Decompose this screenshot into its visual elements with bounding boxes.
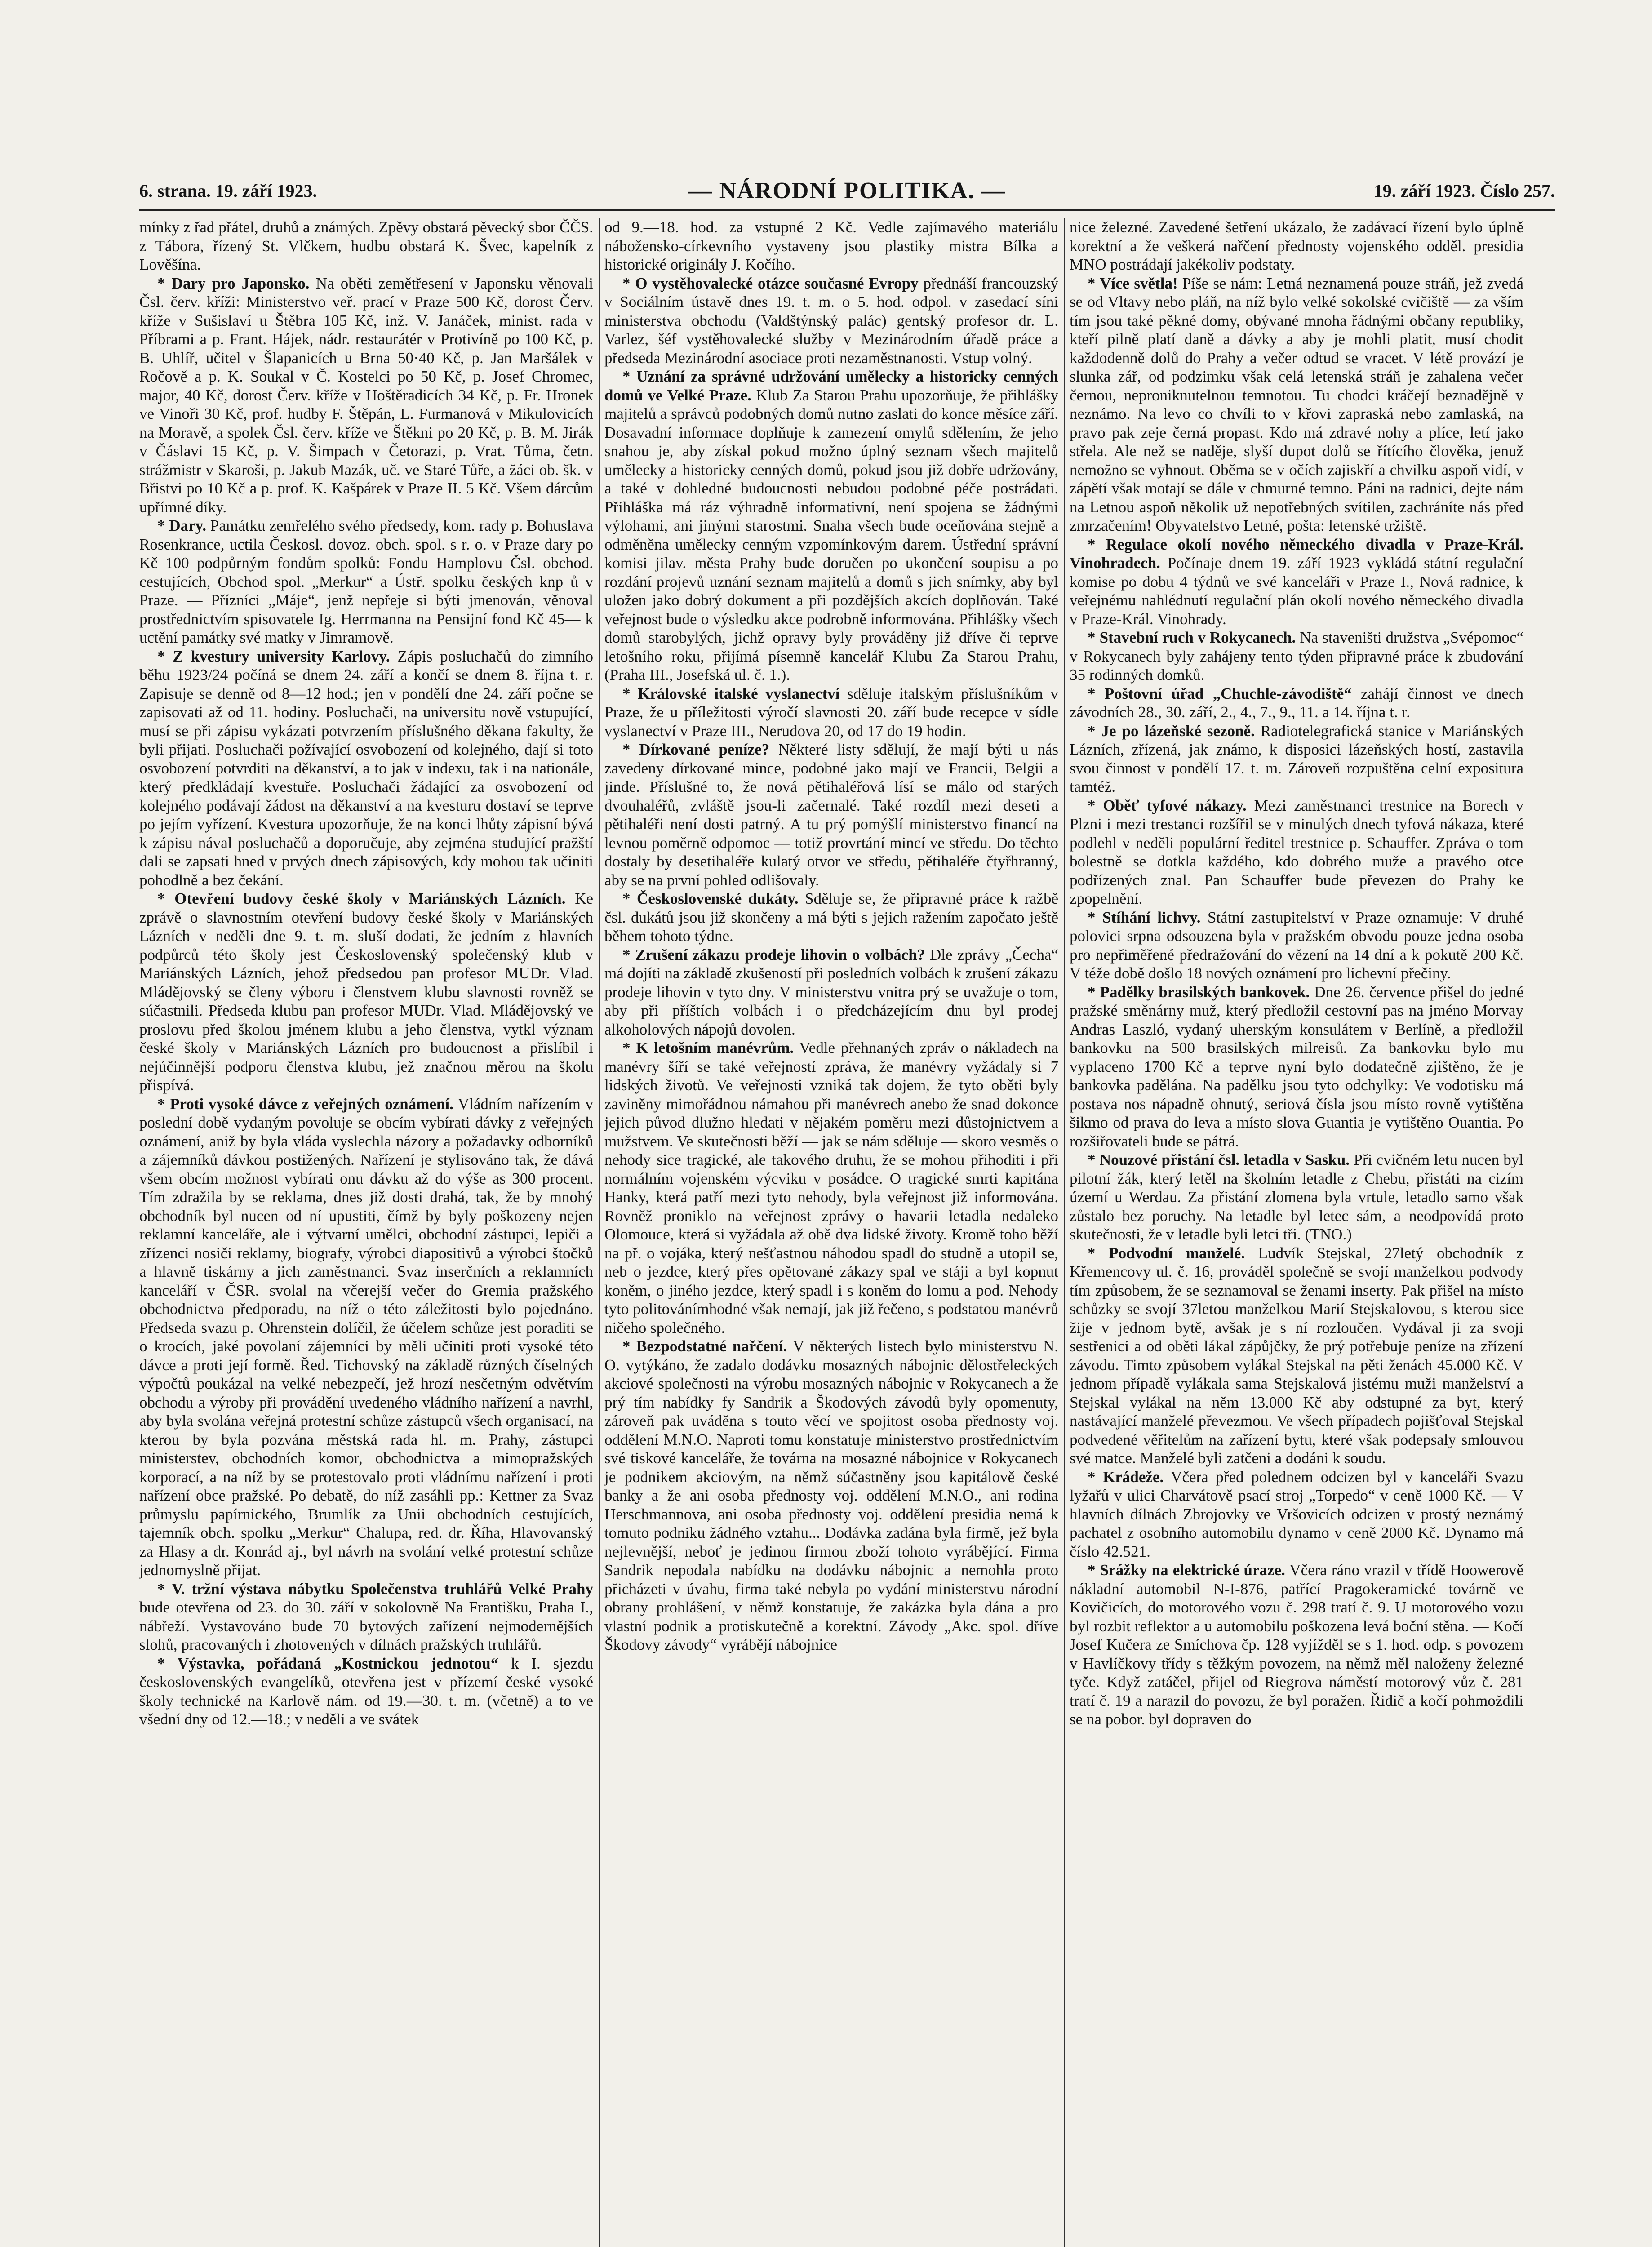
article-text: Při cvičném letu nucen byl pilotní žák, který letěl na školním letadle z Chebu, přistáti na cizím území u Werdau. Za přistání zlomena byla vrtule, letadlo samo však zůstalo bez poruchy. Na letadle byl letec sám, a neodpovídá proto skutečnosti, že v letadle byli letci tři. (TNO.) xyxy=(1070,1151,1523,1243)
article xyxy=(139,1654,593,1729)
article-text: Státní zastupitelství v Praze oznamuje: V druhé polovici srpna odsouzena byla v pražském obvodu pouze jedna osoba pro nepřiměřené předražování do vězení na 14 dní a k pokutě 200 Kč. V téže době došlo 18 nových oznámení pro lichevní přečiny. xyxy=(1070,908,1523,982)
article-text: Zápis posluchačů do zimního běhu 1923/24 počíná se dnem 24. září a končí se dnem 8. října t. r. Zapisuje se denně od 8—12 hod.; jen v pondělí dne 24. září počne se zapisovati až od 11. hodiny. Posluchači, na universitu nově vstupující, musí se při zápisu vykázati potvrzením příslušného děkana fakulty, že byli přijati. Posluchači požívající osvobození od kolejného, dají si toto osvobození potvrditi na děkanství, a to jak v indexu, tak i na nationále, který předkládají kvestuře. Posluchači žádající za osvobození od kolejného podávají žádost na děkanství a na kvesturu dostaví se teprve po jejím vyřízení. Kvestura upozorňuje, že na konci lhůty zápisní bývá k zápisu nával posluchačů a doporučuje, aby zejména studující pražští dali se zapsati hned v prvých dnech zápisových, kdy mohou tak učiniti pohodlně a bez čekání. xyxy=(139,647,593,889)
article-heading: * Srážky na elektrické úraze. xyxy=(1088,1561,1285,1579)
article-text: Píše se nám: Letná neznamená pouze stráň, jež zvedá se od Vltavy nebo pláň, na níž bylo velké sokolské cvičiště — za vším tím jsou také pěkné domy, obývané mnoha řádnými občany republiky, kteří pilně platí daně a dávky a aby je mohli platit, musí chodit každodenně dolů do Prahy a večer odtud se vracet. V létě provází je slunka zář, od podzimku však celá letenská stráň je zahalena večer černou, neproniknutelnou temnotou. Tu chodci kráčejí beznadějně v neznámo. Na levo co chvíli to v křovi zapraská nebo zamlaská, na pravo pak zeje černá propast. Kdo má zdravé nohy a plíce, letí jako střela. Ale než se naděje, slyší dupot dolů se řítícího člověka, jenuž nemožno se vyhnout. Oběma se v očích zajiskří a chvilku aspoň vidí, v zápětí však motají se dále v chmurné temno. Páni na radnici, dejte nám na Letnou aspoň několik už nepotřebných svítilen, zachráníte nás před zmrzačením! Obyvatelstvo Letné, pošta: letenské tržiště. xyxy=(1070,274,1523,534)
article xyxy=(1070,684,1523,722)
article xyxy=(139,889,593,1095)
column-3 xyxy=(1070,218,1523,2247)
article-heading: * Dírkované peníze? xyxy=(622,741,769,758)
column-2 xyxy=(604,218,1058,2247)
issue-date-number: 19. září 1923. Číslo 257. xyxy=(1373,181,1555,201)
article-heading: * Stavební ruch v Rokycanech. xyxy=(1088,629,1296,646)
article-heading: * Poštovní úřad „Chuchle-závodiště“ xyxy=(1088,685,1352,702)
article-text: Včera ráno vrazil v třídě Hoowerově nákladní automobil N-I-876, patřící Pragokeramické továrně ve Kovičicích, do motorového vozu č. 298 tratí č. 9. U motorového vozu byl rozbit reflektor a u automobilu poškozena levá boční stěna. — Kočí Josef Kučera ze Smíchova čp. 128 vyjížděl se s 1. hod. odp. s povozem v Havlíčkovy třídy s těžkým povozem, na němž měl naloženy železné tyče. Když zatáčel, přijel od Riegrova náměstí motorový vůz č. 281 tratí č. 19 a narazil do povozu, že byl poražen. Řidič a kočí pohmoždili se na pobor. byl dopraven do xyxy=(1070,1561,1523,1728)
article xyxy=(139,274,593,517)
article xyxy=(604,684,1058,741)
article-text: Sděluje se, že připravné práce k ražbě čsl. dukátů jsou již skončeny a má býti s jejich ražením započato ještě během tohoto týdne. xyxy=(604,890,1058,945)
article xyxy=(139,1580,593,1654)
article xyxy=(139,1095,593,1580)
article-text: Dle zprávy „Čecha“ má dojíti na základě zkušeností při posledních volbách k zrušení zákazu prodeje lihovin v tyto dny. V ministerstvu vnitra prý se uvažuje o tom, aby při příštích volbách i o předcházejícím dnu byl prodej alkoholových nápojů dovolen. xyxy=(604,946,1058,1038)
page-number-date: 6. strana. 19. září 1923. xyxy=(139,181,317,201)
article-text: Ke zprávě o slavnostním otevření budovy české školy v Mariánských Lázních v neděli dne 9. t. m. sluší dodati, že jedním z hlavních podpůrců této školy jest Československý společenský klub v Mariánských Lázních, jehož předsedou pan profesor MUDr. Vlad. Mládějovský se členy výboru i členstvem klubu slavnosti rovněž se súčastnili. Předseda klubu pan profesor MUDr. Vlad. Mládějovský ve proslovu před školou jménem klubu a jeho členstva, vytkl význam české školy v Mariánských Lázních pro budoucnost a přislíbil i nejúčinnější podporu členstva klubu, jež značnou měrou na školu přispívá. xyxy=(139,890,593,1094)
article-heading: * Je po lázeňské sezoně. xyxy=(1088,722,1255,740)
article-continuation xyxy=(604,218,1058,274)
article-heading: * O vystěhovalecké otázce současné Evropy xyxy=(622,275,919,292)
article xyxy=(604,740,1058,889)
article xyxy=(1070,1468,1523,1561)
article-text: Na staveništi družstva „Svépomoc“ v Rokycanech byly zahájeny tento týden připravné práce k zbudování 35 rodinných domků. xyxy=(1070,629,1523,684)
article-text: přednáší francouzský v Sociálním ústavě dnes 19. t. m. o 5. hod. odpol. v zasedací síni ministerstva obchodu (Valdštýnský palác) gentský profesor dr. L. Varlez, šéf vystěhovalecké služby v Mezinárodním úřadě práce a předseda Mezinárodní asociace proti nezaměstnanosti. Vstup volný. xyxy=(604,274,1058,367)
page-header xyxy=(139,178,1555,204)
article-text: Vedle přehnaných zpráv o nákladech na manévry šíří se také veřejností zpráva, že manévry vyžádaly si 7 lidských životů. Ve veřejnosti vzniká tak dojem, že tyto oběti byly zaviněny mimořádnou námahou při manévrech anebo že snad dokonce jejich původ dlužno hledati v nějakém poměru mezi důstojnictvem a mužstvem. Ve skutečnosti běží — jak se nám sděluje — skoro vesměs o nehody sice tragické, ale takového druhu, že se mohou přihoditi i při normálním vojenském výcviku v posádce. O tragické smrti kapitána Hanky, která patří mezi tyto nehody, byla veřejnost již informována. Rovněž proniklo na veřejnost zprávy o havarii letadla nedaleko Olomouce, která si vyžádala až obě dva lidské životy. Kromě toho běží na př. o vojáka, který nešťastnou náhodou spadl do studně a utopil se, neb o jezdce, který přes opětované zákazy spal ve stáji a byl kopnut koněm, o jiného jezdce, který spadl i s koněm do lomu a pod. Nehody tyto politovánímhodné však nemají, jak již řečeno, s podstatou manévrů ničeho společného. xyxy=(604,1039,1058,1337)
article-text: mínky z řad přátel, druhů a známých. Zpěvy obstará pěvecký sbor ČČS. z Tábora, řízený St. Vlčkem, hudbu obstará K. Švec, kapelník z Lověšína. xyxy=(139,218,593,273)
article-continuation xyxy=(139,218,593,274)
article-text: k I. sjezdu československých evangelíků, otevřena jest v přízemí české vysoké školy technické na Karlově nám. od 19.—30. t. m. (včetně) a to ve všední dny od 12.—18.; v neděli a ve svátek xyxy=(139,1654,593,1728)
article-heading: * Uznání za správné udržování umělecky a historicky cenných domů ve Velké Praze. xyxy=(604,368,1058,404)
article xyxy=(1070,983,1523,1151)
article xyxy=(1070,722,1523,796)
article xyxy=(604,1039,1058,1337)
article-text: Počínaje dnem 19. září 1923 vykládá státní regulační komise po dobu 4 týdnů ve své kanceláři v Praze I., Nová radnice, k veřejnému nahlédnutí regulační plán okolí nového německého divadla v Praze-Král. Vinohrady. xyxy=(1070,554,1523,628)
article xyxy=(1070,908,1523,983)
article-heading: * Královské italské vyslanectví xyxy=(622,685,840,702)
article-heading: * Z kvestury university Karlovy. xyxy=(157,648,390,665)
article-heading: * Dary pro Japonsko. xyxy=(157,275,310,292)
article-text: Radiotelegrafická stanice v Mariánských Lázních, zřízená, jak známo, k disposici lázeňských hostí, zastavila svou činnost v pondělí 17. t. m. Zároveň rozpuštěna celní expositura tamtéž. xyxy=(1070,722,1523,795)
article-text: V některých listech bylo ministerstvu N. O. vytýkáno, že zadalo dodávku mosazných nábojnic dělostřeleckých akciové společnosti na výrobu mosazných nábojnic v Rokycanech a že prý tím nabídky fy Sandrik a Škodových závodů byly opomenuty, zároveň pak uváděna s touto věcí ve spojitost osoba přednosty voj. oddělení M.N.O. Naproti tomu konstatuje ministerstvo prostřednictvím své tiskové kanceláře, že továrna na mosazné nábojnice v Rokycanech je podnikem akciovým, na němž súčastněny jsou kapitálově české banky a že ani osoba přednosty voj. oddělení M.N.O., ani rodina Herschmannova, ani osoba přednosty voj. oddělení presidia nemá k tomuto podniku žádného vztahu... Dodávka zadána byla firmě, jež byla nejlevnější, neboť je jedinou firmou zboží tohoto vyrábějící. Firma Sandrik nepodala nabídku na dodávku nábojnic a nemohla proto přicházeti v úvahu, firma také nebyla po vydání ministerstvu národní obrany prohlášení, v němž konstatuje, že zakázka byla dána a pro vlastní podnik a protiskutečně a korektní. Závody „Akc. spol. dříve Škodovy závody“ vyrábějí nábojnice xyxy=(604,1337,1058,1653)
article-heading: * Dary. xyxy=(157,517,206,534)
article xyxy=(604,889,1058,946)
article-heading: * Nouzové přistání čsl. letadla v Sasku. xyxy=(1088,1151,1350,1168)
article xyxy=(1070,535,1523,629)
article-text: zahájí činnost ve dnech závodních 28., 30. září, 2., 4., 7., 9., 11. a 14. října t. r. xyxy=(1070,684,1523,721)
masthead-title: — NÁRODNÍ POLITIKA. — xyxy=(688,178,1006,204)
column-divider xyxy=(599,218,600,2247)
article-text: od 9.—18. hod. za vstupné 2 Kč. Vedle zajímavého materiálu nábožensko-církevního vystaveny jsou plastiky mistra Bílka a historické originály J. Kočího. xyxy=(604,218,1058,273)
article-text: Klub Za Starou Prahu upozorňuje, že přihlášky majitelů a správců podobných domů nutno zaslati do konce měsíce září. Dosavadní informace doplňuje k zamezení omylů sdělením, že jeho snahou je, aby získal pokud možno úplný seznam všech majitelů umělecky a historicky cenných domů, pokud jsou již dobře udržovány, a také v dohledné budoucnosti nebudou podobné péče postrádati. Přihláška má ráz výhradně informativní, není spojena se žádnými výlohami, ani jinými starostmi. Snaha všech bude oceňována stejně a odměněna umělecky cenným vzpomínkovým darem. Ústřední správní komisi jilav. města Prahy bude doručen po ukončení soupisu a po rozdání projevů uznání seznam majitelů a domů s jich snímky, aby byl uložen jako dobrý dokument a při pozdějších akcích doplňován. Také veřejnost bude o výsledku akce podrobně informována. Přihlášky všech domů starobylých, jichž opravy byly prováděny již dříve či teprve letošního roku, přijímá písemně kancelář Klubu Za Starou Prahu, (Praha III., Josefská ul. č. 1.). xyxy=(604,386,1058,684)
article-heading: * Zrušení zákazu prodeje lihovin o volbách? xyxy=(622,946,925,964)
article-text: Památku zemřelého svého předsedy, kom. rady p. Bohuslava Rosenkrance, uctila Českosl. dovoz. obch. spol. s r. o. v Praze dary po Kč 100 podpůrným fondům spolků: Fondu Hamplovu Čsl. obchod. cestujících, Obchod spol. „Merkur“ a Ústř. spolku českých knp ů v Praze. — Přízníci „Máje“, jenž nepřeje si býti jmenován, věnoval prostřednictvím spisovatele Ig. Herrmanna na Pensijní fond Kč 45— k uctění památky své matky v Jimramově. xyxy=(139,517,593,646)
article-heading: * Výstavka, pořádaná „Kostnickou jednotou“ xyxy=(157,1655,498,1672)
article-text: bude otevřena od 23. do 30. září v sokolovně Na Františku, Praha I., nábřeží. Vystavováno bude 70 bytových zařízení nejmodernějších slohů, pracovaných i zhotovených v dílnách pražských truhlářů. xyxy=(139,1599,593,1653)
article xyxy=(1070,628,1523,684)
article-text: Některé listy sdělují, že mají býti u nás zavedeny dírkované mince, podobné jako mají ve Francii, Belgii a jinde. Příslušné to, že nová pětihaléřová lísí se málo od starých dvouhaléřů, zvláště jsou-li začernalé. Také rozdíl mezi deseti a pětihaléři není dosti patrný. A tu prý pomýšlí ministerstvo financí na levnou poměrně odpomoc — totiž provrtání mincí ve středu. Do těchto dostaly by desetihaléře kulatý otvor ve středu, pětihaléře čtyřhranný, aby se na první pohled odlišovaly. xyxy=(604,741,1058,889)
article-text: Ludvík Stejskal, 27letý obchodník z Křemencovy ul. č. 16, prováděl společně se svojí manželkou podvody tím způsobem, že se seznamoval se ženami inserty. Pak přišel na místo schůzky se svojí 37letou manželkou Marií Stejskalovou, s kterou sice žije v jednom bytě, avšak je s ní rozloučen. Vydával ji za svoji sestřenici a od oběti lákal zápůjčky, že prý potřebuje peníze na zřízení závodu. Timto způsobem vylákal Stejskal na pěti ženách 45.000 Kč. V jednom případě vylákala sama Stejskalová jistému muži manželství a Stejskal vylákal na něm 13.000 Kč aby odstupné za byt, který nastávající manželé převezmou. Ve všech případech pojišťoval Stejskal podvedené věřitelům na zařízení bytu, které však podepsaly smlouvou své matce. Manželé byli zatčeni a dodáni k soudu. xyxy=(1070,1244,1523,1467)
article-heading: * Více světla! xyxy=(1088,275,1178,292)
article-text: nice železné. Zavedené šetření ukázalo, že zadávací řízení bylo úplně korektní a že veškerá nařčení přednosty vojenského odděl. presidia MNO postrádají jakékoliv podstaty. xyxy=(1070,218,1523,273)
article-text: Včera před polednem odcizen byl v kanceláři Svazu lyžařů v ulici Charvátově psací stroj „Torpedo“ v ceně 1000 Kč. — V hlavních dílnách Zbrojovky ve Vršovicích odcizen v prostý neznámý pachatel z osobního automobilu dynamo v ceně 2000 Kč. Dynamo má číslo 42.521. xyxy=(1070,1468,1523,1560)
column-divider xyxy=(1064,218,1065,2247)
article-heading: * Oběť tyfové nákazy. xyxy=(1088,797,1247,814)
article-heading: * Regulace okolí nového německého divadla v Praze-Král. Vinohradech. xyxy=(1070,536,1523,572)
article xyxy=(1070,274,1523,535)
article-heading: * Proti vysoké dávce z veřejných oznámení. xyxy=(157,1095,453,1113)
article xyxy=(1070,1150,1523,1244)
article xyxy=(139,516,593,647)
article-continuation xyxy=(1070,218,1523,274)
article-text: Vládním nařízením v poslední době vydaným povoluje se obcím vybírati dávky z veřejných oznámení, aniž by byla vláda vyslechla názory a požadavky odborníků a zájemníků dávkou postižených. Nařízení je stylisováno tak, že dává všem obcím možnost vybírati onu dávku až do výše as 300 procent. Tím zdražila by se reklama, dnes již dosti drahá, tak, že by mnohý obchodník byl nucen od ní upustiti, čímž by byly poškozeny nejen reklamní kanceláře, ale i výtvarní umělci, obchodní zástupci, lepiči a zřízenci nosiči reklamy, biografy, výrobci diapositivů a výrobci štočků a hlavně tiskárny a jich zaměstnanci. Svaz inserčních a reklamních kanceláří v ČSR. svolal na včerejší večer do Gremia pražského obchodnictva předporadu, na níž o této záležitosti bylo pojednáno. Předseda svazu p. Ohrenstein dolíčil, že účelem schůze jest poraditi se o krocích, jaké povolaní zájemníci by měli učiniti proti vysoké této dávce a proti její formě. Řed. Tichovský na základě různých číselných výpočtů poukázal na velké nebezpečí, jež hrozí nesčetným odvětvím obchodu a výroby při provádění uvedeného vládního nařízení a navrhl, aby byla svolána veřejná protestní schůze zástupců všech organisací, na kterou by byla pozvána městská rada hl. m. Prahy, zástupci ministerstev, obchodních komor, obchodnictva a mimopražských korporací, a na níž by se protestovalo proti vládnímu nařízení i proti nařízení obce pražské. Po debatě, do níž zasáhli pp.: Kettner za Svaz průmyslu papírnického, Brumlík za Unii obchodních cestujících, tajemník obch. spolku „Merkur“ Chalupa, red. dr. Říha, Hlavovanský za Hlasy a dr. Konrád aj., byl návrh na svolání velké protestní schůze jednomyslně přijat. xyxy=(139,1095,593,1579)
article xyxy=(139,647,593,890)
article-text: sděluje italským příslušníkům v Praze, že u příležitosti výročí slavnosti 20. září bude recepce v sídle vyslanectví v Praze III., Nerudova 20, od 17 do 19 hodin. xyxy=(604,684,1058,740)
header-rule xyxy=(139,209,1555,211)
article-heading: * Otevření budovy české školy v Mariánských Lázních. xyxy=(157,890,565,907)
article-heading: * K letošním manévrům. xyxy=(622,1039,794,1057)
article xyxy=(1070,1561,1523,1729)
article-heading: * Krádeže. xyxy=(1088,1468,1164,1486)
article-heading: * Podvodní manželé. xyxy=(1088,1244,1245,1262)
article xyxy=(604,367,1058,684)
article-heading: * V. tržní výstava nábytku Společenstva truhlářů Velké Prahy xyxy=(157,1580,593,1598)
article-heading: * Československé dukáty. xyxy=(622,890,799,907)
article-heading: * Stíhání lichvy. xyxy=(1088,909,1200,926)
article-text: Dne 26. července přišel do jedné pražské směnárny muž, který předložil cestovní pas na jméno Morvay Andras Laszló, vydaný uherským konsulátem v Berlíně, a předložil bankovku na 500 brasilských milreisů. Za bankovku bylo mu vyplaceno 1700 Kč a teprve nyní bylo dodatečně zjištěno, že je bankovka padělána. Na padělku jsou tyto odchylky: Ve vodotisku má postava nos nápadně ohnutý, seriová čísla jsou místo rovně vytištěna šikmo od prava do leva a místo slova Guantia je vytištěno Ouantia. Po rozšiřovateli bude se pátrá. xyxy=(1070,983,1523,1150)
article xyxy=(604,946,1058,1039)
article xyxy=(1070,796,1523,908)
article xyxy=(1070,1244,1523,1468)
article-text: Mezi zaměstnanci trestnice na Borech v Plzni i mezi trestanci rozšířil se v minulých dnech tyfová nákaza, které podlehl v neděli populární ředitel trestnice p. Schauffer. Zpráva o tom bolestně se dotkla každého, kdo dobrého muže a pravého otce podřízených znal. Pan Schauffer bude převezen do Prahy ke zpopelnění. xyxy=(1070,796,1523,907)
article xyxy=(604,1337,1058,1654)
article-heading: * Bezpodstatné nařčení. xyxy=(622,1337,787,1355)
article-text: Na oběti zemětřesení v Japonsku věnovali Čsl. červ. kříži: Ministerstvo veř. prací v Praze 500 Kč, dorost Červ. kříže v Sušislaví u Štěbra 105 Kč, inž. V. Janáček, minist. rada v Příbrami a p. Frant. Hájek, nádr. restaurátér v Protivíně po 100 Kč, p. B. Uhlíř, učitel v Šlapanicích u Brna 50·40 Kč, p. Jan Maršálek v Ročově a p. K. Soukal v Č. Kostelci po 50 Kč, p. Josef Chromec, major, 40 Kč, dorost Červ. kříže v Hoštěradicích 34 Kč, p. Fr. Hronek ve Vinoři 30 Kč, prof. hudby F. Štěpán, L. Furmanová v Mikulovicích na Moravě, a spolek Čsl. červ. kříže ve Štěkni po 20 Kč, p. B. M. Jirák v Čáslavi 15 Kč, p. V. Šimpach v Četorazi, p. Vrat. Tůma, četn. strážmistr v Skaroši, p. Jakub Mazák, uč. ve Staré Tůře, a žáci ob. šk. v Břistvi po 10 Kč a p. prof. K. Kašpárek v Praze II. 5 Kč. Všem dárcům upřímné díky. xyxy=(139,274,593,516)
article-heading: * Padělky brasilských bankovek. xyxy=(1088,983,1310,1001)
column-1 xyxy=(139,218,593,2247)
article xyxy=(604,274,1058,368)
